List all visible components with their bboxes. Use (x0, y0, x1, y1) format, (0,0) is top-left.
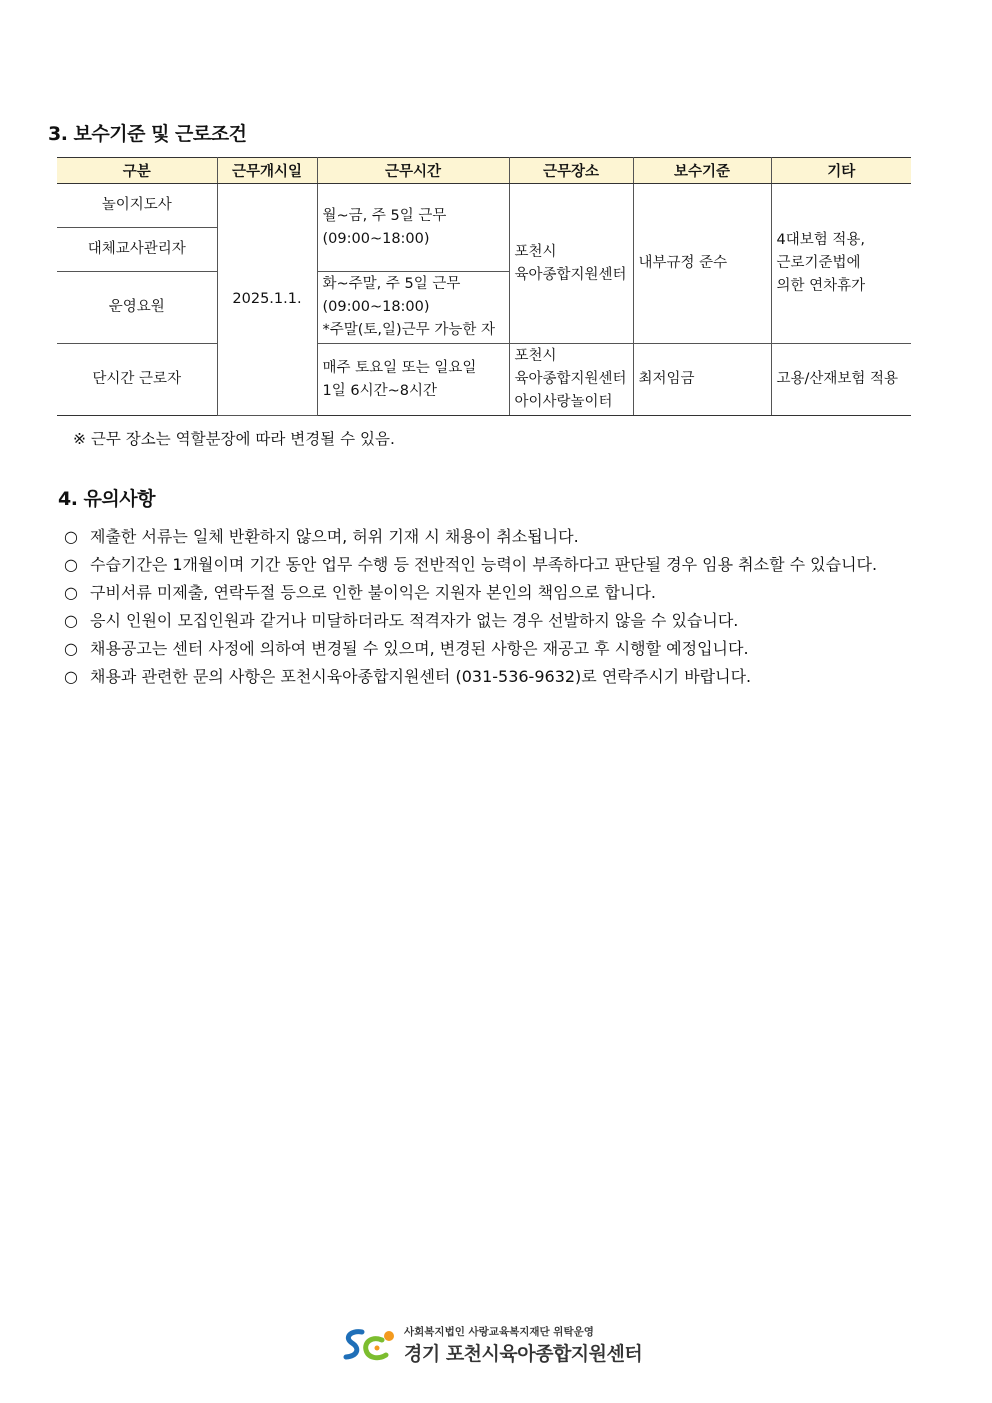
etc-main-cell (771, 184, 911, 344)
etc-part-cell: 고용/산재보험 적용 (771, 344, 911, 416)
header-etc: 기타 (771, 158, 911, 184)
list-item (64, 607, 926, 635)
list-item (64, 523, 926, 551)
table-row (57, 184, 911, 228)
start-date-cell: 2025.1.1. (217, 184, 317, 416)
circle-bullet-icon: ○ (64, 611, 78, 630)
place-part-line2: 육아종합지원센터 (514, 371, 627, 387)
work-place-note: ※ 근무 장소는 역할분장에 따라 변경될 수 있음. (73, 430, 395, 448)
hours-weekday-line1: 월~금, 주 5일 근무 (322, 207, 447, 224)
list-item (64, 663, 926, 691)
hours-weekday-line2: (09:00~18:00) (322, 230, 430, 247)
header-work-place: 근무장소 (509, 158, 633, 184)
place-main-line1: 포천시 (514, 243, 557, 260)
notice-text: 제출한 서류는 일체 반환하지 않으며, 허위 기재 시 채용이 취소됩니다. (90, 527, 579, 546)
etc-main-line3: 의한 연차휴가 (776, 278, 866, 294)
circle-bullet-icon: ○ (64, 667, 78, 686)
row-label-operator: 운영요원 (57, 272, 217, 344)
circle-bullet-icon: ○ (64, 639, 78, 658)
notice-text: 응시 인원이 모집인원과 같거나 미달하더라도 적격자가 없는 경우 선발하지 않을 수 있습니다. (90, 611, 739, 630)
place-main-cell (509, 184, 633, 344)
list-item (64, 579, 926, 607)
footer-logo-block (342, 1324, 662, 1366)
etc-main-line1: 4대보험 적용, (776, 232, 865, 248)
footer-center-name: 경기 포천시육아종합지원센터 (404, 1343, 643, 1365)
hours-weekend-line3: *주말(토,일)근무 가능한 자 (322, 322, 495, 338)
section-4-title: 4. 유의사항 (58, 488, 155, 510)
header-category: 구분 (57, 158, 217, 184)
table-row (57, 344, 911, 416)
notice-text: 채용과 관련한 문의 사항은 포천시육아종합지원센터 (031-536-9632)로 연락주시기 바랍니다. (90, 667, 752, 686)
hours-weekend-line1: 화~주말, 주 5일 근무 (322, 276, 461, 292)
hours-part-cell (317, 344, 509, 416)
row-label-sub-teacher-manager: 대체교사관리자 (57, 228, 217, 272)
header-work-hours: 근무시간 (317, 158, 509, 184)
notice-list (64, 523, 926, 691)
work-conditions-table (57, 157, 911, 416)
pay-part-cell: 최저임금 (633, 344, 771, 416)
row-label-part-time: 단시간 근로자 (57, 344, 217, 416)
hours-weekend-line2: (09:00~18:00) (322, 299, 430, 315)
table-header-row (57, 158, 911, 184)
hours-weekday-cell (317, 184, 509, 272)
circle-bullet-icon: ○ (64, 527, 78, 546)
hours-part-line2: 1일 6시간~8시간 (322, 382, 437, 399)
hours-part-line1: 매주 토요일 또는 일요일 (322, 359, 477, 376)
etc-main-line2: 근로기준법에 (776, 255, 861, 271)
place-part-cell (509, 344, 633, 416)
header-pay-standard: 보수기준 (633, 158, 771, 184)
sc-logo-icon (342, 1326, 400, 1364)
notice-text: 구비서류 미제출, 연락두절 등으로 인한 불이익은 지원자 본인의 책임으로 합니다. (90, 583, 656, 602)
circle-bullet-icon: ○ (64, 555, 78, 574)
place-part-line3: 아이사랑놀이터 (514, 394, 613, 410)
notice-text: 채용공고는 센터 사정에 의하여 변경될 수 있으며, 변경된 사항은 재공고 후 시행할 예정입니다. (90, 639, 749, 658)
header-start-date: 근무개시일 (217, 158, 317, 184)
footer-subtitle: 사회복지법인 사랑교육복지재단 위탁운영 (404, 1326, 594, 1338)
section-3-title: 3. 보수기준 및 근로조건 (48, 123, 247, 145)
list-item (64, 551, 926, 579)
place-main-line2: 육아종합지원센터 (514, 266, 627, 283)
circle-bullet-icon: ○ (64, 583, 78, 602)
list-item (64, 635, 926, 663)
notice-text: 수습기간은 1개월이며 기간 동안 업무 수행 등 전반적인 능력이 부족하다고 판단될 경우 임용 취소할 수 있습니다. (90, 555, 878, 574)
pay-main-cell: 내부규정 준수 (633, 184, 771, 344)
place-part-line1: 포천시 (514, 348, 557, 364)
row-label-play-teacher: 놀이지도사 (57, 184, 217, 228)
hours-weekend-cell (317, 272, 509, 344)
